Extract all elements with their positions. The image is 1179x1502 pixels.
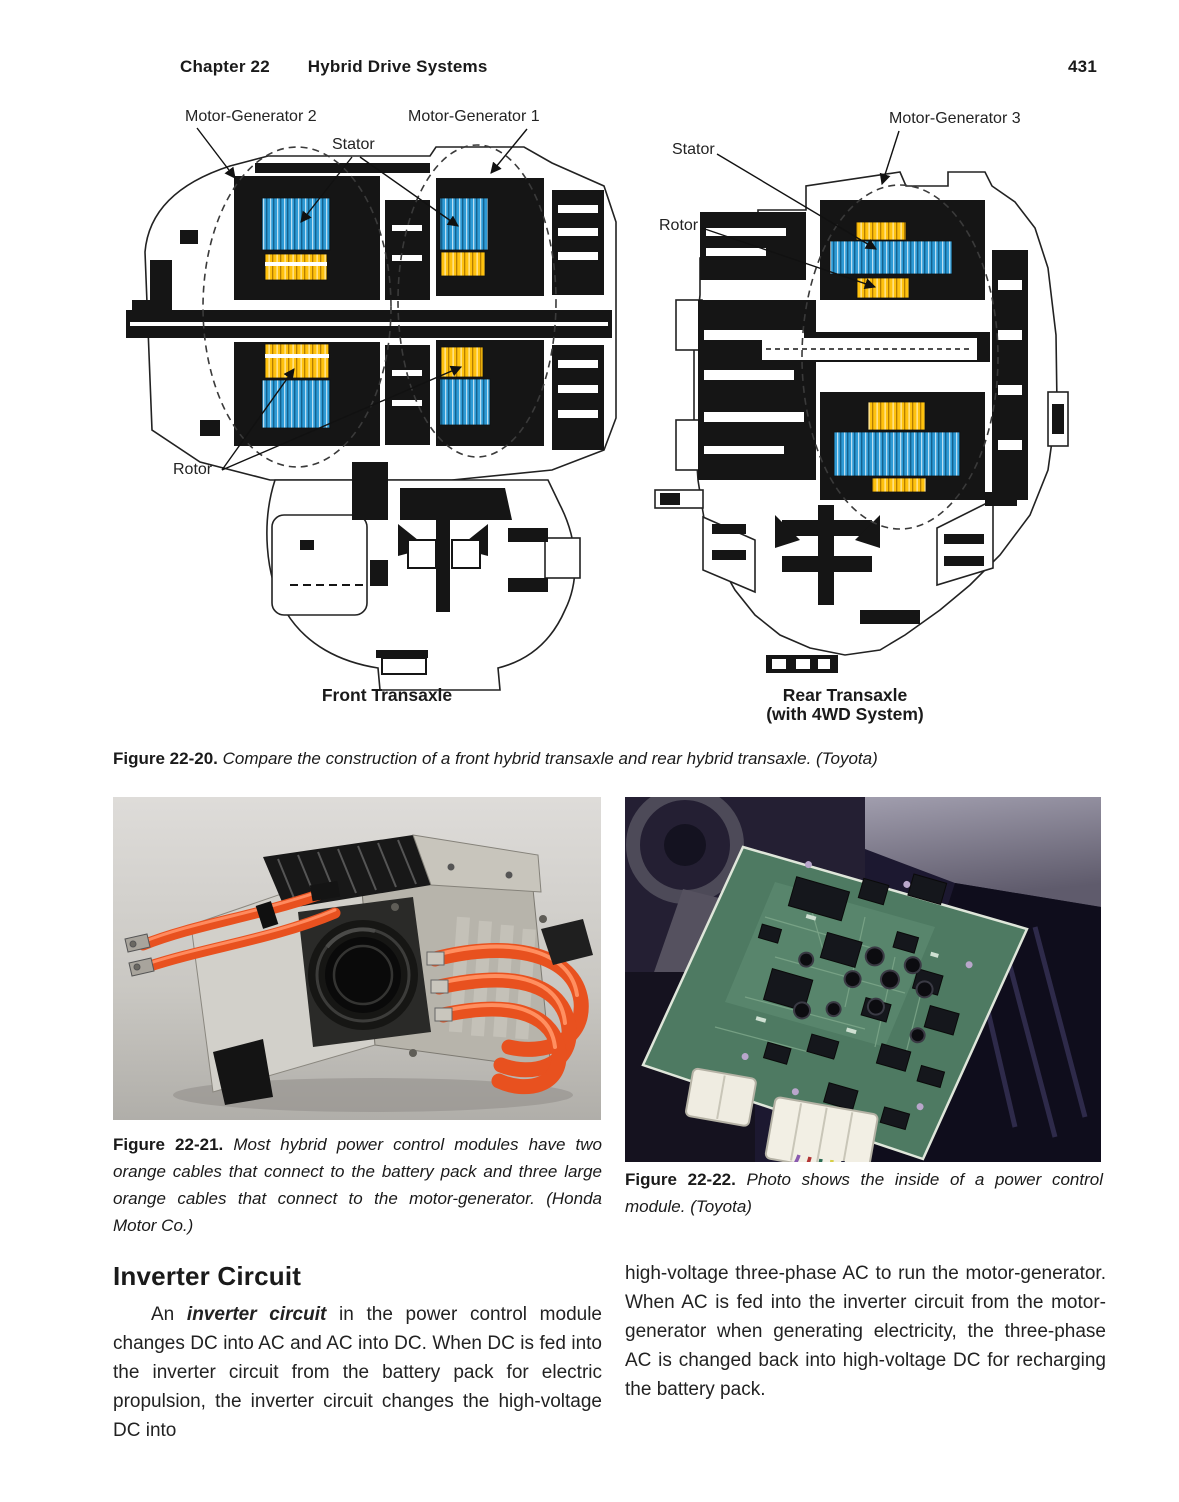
paragraph-continuation: high-voltage three-phase AC to run the motor-generator. When AC is fed into the inverter circuit from the motor-generator when generating electricity, the three-phase AC is changed back into high-voltage DC for recharging the battery pack. — [625, 1263, 1106, 1400]
figure-22-22-caption-text: Photo shows the inside of a power control module. (Toyota) — [625, 1170, 1103, 1216]
front-transaxle-diagram — [110, 95, 640, 695]
front-transaxle-title: Front Transaxle — [321, 685, 453, 705]
rear-transaxle-title-line1: Rear Transaxle — [782, 685, 908, 705]
label-motor-generator-3: Motor-Generator 3 — [889, 110, 1021, 127]
figure-22-22-caption — [625, 1166, 1103, 1220]
label-stator-front: Stator — [332, 136, 375, 153]
figure-22-20-caption-label: Figure 22-20. — [113, 749, 218, 768]
figure-22-21-caption — [113, 1131, 602, 1239]
paragraph-rest-left: in the power control module changes DC into AC and AC into DC. When DC is fed into the inverter circuit from the battery pack for electric propulsion, the inverter circuit changes the high-voltage DC into — [113, 1304, 603, 1441]
figure-22-21-caption-label: Figure 22-21. — [113, 1135, 224, 1154]
label-rotor-rear: Rotor — [659, 217, 699, 234]
paragraph-lead: An — [151, 1304, 187, 1325]
paragraph-term: inverter circuit — [186, 1304, 327, 1325]
figure-22-20-caption — [113, 749, 878, 769]
label-rotor-front: Rotor — [173, 461, 213, 478]
power-control-module-photo — [113, 797, 601, 1120]
chapter-title: Hybrid Drive Systems — [307, 57, 488, 76]
rear-transaxle-title — [695, 686, 995, 724]
rear-transaxle-title-line2: (with 4WD System) — [766, 704, 924, 724]
label-motor-generator-2: Motor-Generator 2 — [185, 108, 317, 125]
chapter-number: Chapter 22 — [180, 57, 270, 76]
figure-22-21-caption-text: Most hybrid power control modules have two orange cables that connect to the battery pack and three large orange cables that connect to the motor-generator. (Honda Motor Co.) — [113, 1135, 602, 1235]
body-left-column — [113, 1300, 602, 1445]
page-header — [180, 57, 488, 77]
label-stator-rear: Stator — [672, 141, 715, 158]
figure-22-22-caption-label: Figure 22-22. — [625, 1170, 736, 1189]
rear-transaxle-diagram — [640, 95, 1100, 695]
body-right-column — [625, 1259, 1106, 1404]
section-heading: Inverter Circuit — [113, 1261, 302, 1291]
page-number: 431 — [1068, 57, 1097, 76]
circuit-board-photo — [625, 797, 1101, 1162]
figure-22-20-caption-text: Compare the construction of a front hybrid transaxle and rear hybrid transaxle. (Toyota) — [222, 749, 878, 768]
label-motor-generator-1: Motor-Generator 1 — [408, 108, 540, 125]
